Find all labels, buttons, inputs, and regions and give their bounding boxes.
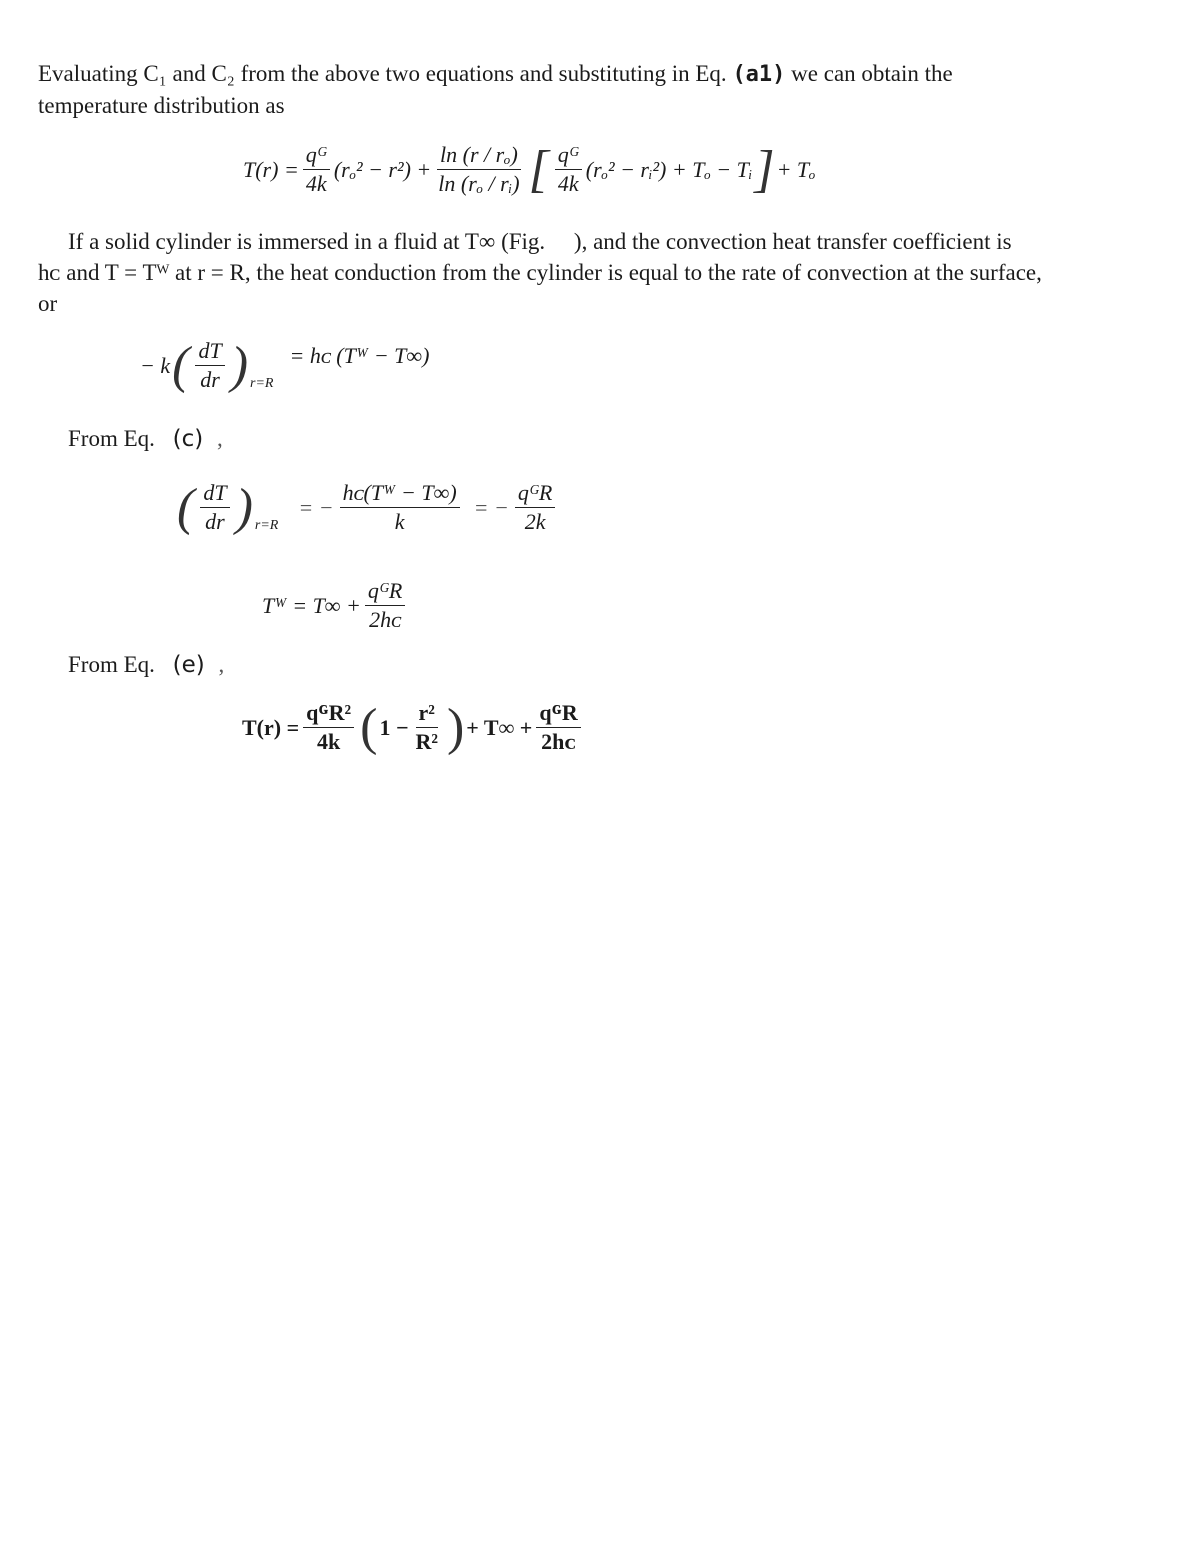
solid-cylinder-temperature-equation: [242, 700, 585, 755]
from-eq-e-label: [68, 652, 224, 678]
eq3-subscript: r=R: [254, 517, 279, 533]
eq2-derivative: [195, 338, 224, 393]
derivative-equation: [175, 480, 559, 535]
left-bracket: [: [528, 140, 549, 198]
cylinder-text-b: ), and the convection heat transfer coefficient is: [573, 229, 1012, 254]
eq1-fraction-3: [555, 142, 582, 197]
eq1-fraction-2: [435, 142, 522, 197]
intro-paragraph: [38, 58, 1166, 121]
eq4-fraction: [365, 578, 405, 633]
eq3-equals-2: = −: [473, 494, 509, 520]
eq1-term3: + Tₒ: [776, 156, 816, 182]
eq1-fraction-1: [303, 142, 330, 197]
eq3-fraction-1: [340, 480, 460, 535]
wall-temperature-equation: [262, 578, 409, 633]
eq5-mid: + T∞ +: [466, 714, 533, 740]
left-paren: (: [177, 478, 195, 536]
eq5-f1-denominator: 4k: [317, 729, 341, 754]
from-eq-comma: ,: [216, 426, 223, 451]
equation-reference-c: (c): [172, 426, 204, 452]
eq5-f1-numerator: qᴳR²: [303, 700, 354, 728]
eq5-f2-denominator: R²: [415, 729, 438, 754]
eq2-derivative-denominator: dr: [200, 367, 220, 392]
left-paren: (: [172, 336, 190, 394]
temperature-distribution-equation: [243, 142, 815, 197]
eq4-numerator: qᴳR: [365, 578, 405, 606]
eq5-one-minus: 1 −: [379, 714, 409, 740]
intro-text: Evaluating C₁ and C₂ from the above two equations and substituting in Eq.: [38, 61, 727, 86]
eq5-fraction-1: [303, 700, 354, 755]
right-paren: ): [235, 478, 253, 536]
right-bracket: ]: [754, 140, 775, 198]
right-paren: ): [446, 698, 465, 756]
eq5-fraction-3: [536, 700, 580, 755]
cylinder-text-a: If a solid cylinder is immersed in a fluid at T∞ (Fig.: [68, 229, 546, 254]
from-eq-text: From Eq.: [68, 426, 155, 451]
boundary-condition-equation: [140, 338, 429, 393]
eq4-lhs: Tᵂ = T∞ +: [262, 592, 361, 618]
eq3-f1-numerator: hᴄ(Tᵂ − T∞): [340, 480, 460, 508]
eq1-lhs: T(r) =: [243, 156, 299, 182]
cylinder-paragraph-line3: or: [38, 291, 58, 316]
eq2-rhs: = hᴄ (Tᵂ − T∞): [289, 342, 430, 368]
eq3-equals-1: = −: [298, 494, 334, 520]
eq3-f2-denominator: 2k: [524, 509, 546, 534]
eq5-fraction-2: [412, 700, 440, 755]
eq1-f3-numerator: qᴳ: [555, 142, 582, 170]
left-paren: (: [360, 698, 378, 756]
eq3-derivative-numerator: dT: [200, 480, 229, 508]
eq4-denominator: 2hᴄ: [369, 607, 402, 632]
eq2-subscript: r=R: [250, 375, 274, 391]
from-eq-c-label: [68, 426, 223, 452]
intro-text-tail: we can obtain the: [791, 61, 953, 86]
eq5-f3-denominator: 2hᴄ: [541, 729, 576, 754]
eq1-f1-denominator: 4k: [305, 171, 327, 196]
eq1-f2-denominator: ln (rₒ / rᵢ): [438, 171, 520, 196]
eq5-f3-numerator: qᴳR: [536, 700, 580, 728]
eq1-f2-numerator: ln (r / rₒ): [437, 142, 521, 170]
equation-reference-e: (e): [172, 652, 205, 678]
eq3-f2-numerator: qᴳR: [515, 480, 555, 508]
eq3-f1-denominator: k: [394, 509, 405, 534]
from-eq-text: From Eq.: [68, 652, 155, 677]
cylinder-paragraph: [38, 226, 1166, 319]
eq5-f2-numerator: r²: [416, 700, 438, 728]
eq1-term2: (rₒ² − rᵢ²) + Tₒ − Tᵢ: [585, 156, 753, 182]
eq1-f1-numerator: qᴳ: [303, 142, 330, 170]
intro-text-line2: temperature distribution as: [38, 93, 285, 118]
eq3-derivative: [200, 480, 229, 535]
right-paren: ): [230, 336, 249, 394]
cylinder-paragraph-line1: [38, 226, 1166, 257]
eq1-term1: (rₒ² − r²) +: [333, 156, 432, 182]
eq2-prefix: − k: [140, 352, 171, 378]
eq1-f3-denominator: 4k: [557, 171, 579, 196]
eq3-derivative-denominator: dr: [205, 509, 225, 534]
eq3-fraction-2: [515, 480, 555, 535]
from-eq-comma: ,: [218, 652, 225, 677]
eq2-derivative-numerator: dT: [195, 338, 224, 366]
eq5-lhs: T(r) =: [242, 714, 300, 740]
equation-reference-a1: (a1): [732, 62, 786, 87]
cylinder-paragraph-line2: hᴄ and T = Tᵂ at r = R, the heat conduction from the cylinder is equal to the rate of convection at the surface,: [38, 260, 1042, 285]
